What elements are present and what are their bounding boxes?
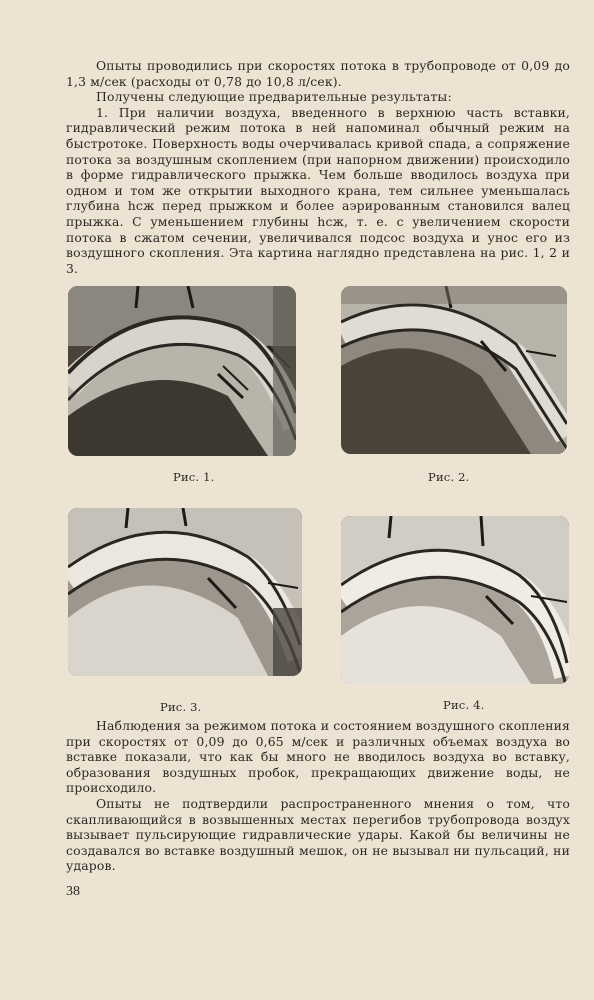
- figure-4-photo: [341, 516, 569, 684]
- top-text: [66, 58, 570, 276]
- paragraph-result-1: 1. При наличии воздуха, введенного в верхнюю часть вставки, гидравлический режим потока в ней напоминал обычный режим на быстротоке. Поверхность воды очерчивалась кривой спада, а сопряжение потока за воздушным скоплением (при напорном движении) происходило в форме гидравлического прыжка. Чем больше вводилось воздуха при одном и том же открытии выходного крана, тем сильнее уменьшалась глубина hсж перед прыжком и более аэрированным становился валец прыжка. С уменьшением глубины hсж, т. е. с увеличением скорости потока в сжатом сечении, увеличивался подсос воздуха и унос его из воздушного скопления. Эта картина наглядно представлена на рис. 1, 2 и 3.: [66, 104, 570, 276]
- figure-1-caption: Рис. 1.: [173, 470, 215, 484]
- figure-3-caption: Рис. 3.: [160, 700, 202, 714]
- paragraph-observations: Наблюдения за режимом потока и состоянием воздушного скопления при скоростях от 0,09 до 0,65 м/сек и различных объемах воздуха во вставке показали, что как бы много не вводилось воздуха во вставку, образования воздушных пробок, прекращающих движение воды, не происходило.: [66, 718, 570, 796]
- figure-1-photo: [68, 286, 296, 456]
- figure-3-photo: [68, 508, 302, 676]
- figure-2-photo: [341, 286, 567, 454]
- paragraph-conclusion: Опыты не подтвердили распространенного мнения о том, что скапливающийся в возвышенных местах перегибов трубопровода воздух вызывает пульсирующие гидравлические удары. Какой бы величины не создавался во вставке воздушный мешок, он не вызывал ни пульсаций, ни ударов.: [66, 795, 570, 874]
- figure-2-caption: Рис. 2.: [428, 470, 470, 484]
- paragraph-experiments: Опыты проводились при скоростях потока в трубопроводе от 0,09 до 1,3 м/сек (расходы от 0,78 до 10,8 л/сек).: [66, 58, 570, 89]
- figure-4-caption: Рис. 4.: [443, 698, 485, 712]
- page-number: 38: [66, 884, 80, 899]
- bottom-text: [66, 718, 570, 874]
- paragraph-results-intro: Получены следующие предварительные результаты:: [96, 89, 452, 105]
